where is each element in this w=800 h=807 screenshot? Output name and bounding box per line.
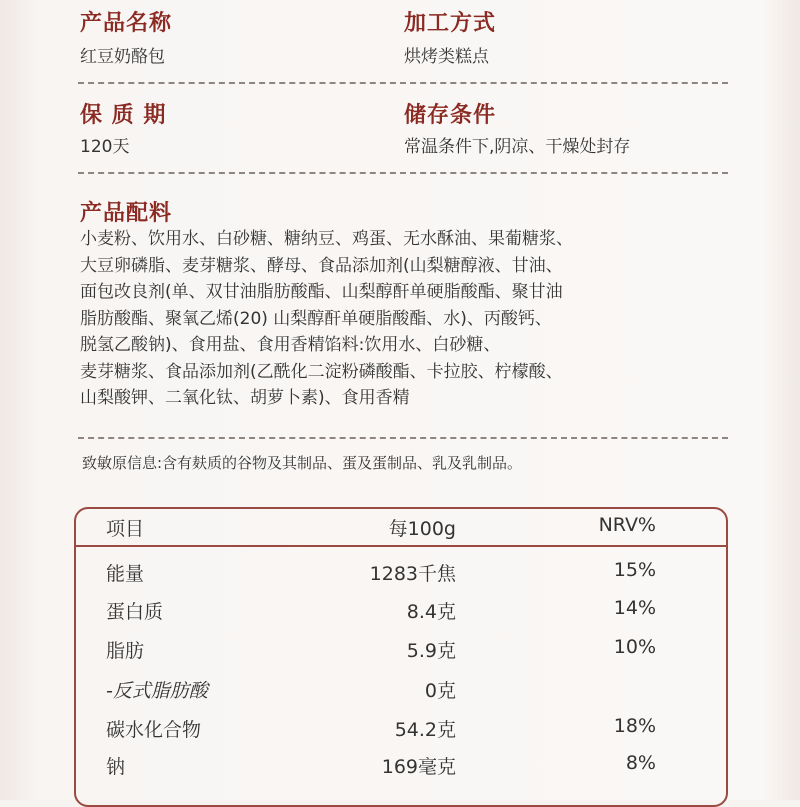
- allergen-info: 致敏原信息:含有麸质的谷物及其制品、蛋及蛋制品、乳及乳制品。: [82, 454, 523, 472]
- ingredients-line: 山梨酸钾、二氧化钛、胡萝卜素)、食用香精: [80, 388, 410, 408]
- header-item: 项目: [106, 518, 145, 540]
- nutrient-name: 蛋白质: [106, 601, 164, 623]
- nutrient-nrv: 8%: [625, 752, 656, 774]
- header-per100g: 每100g: [388, 518, 456, 540]
- nutrient-nrv: 14%: [613, 597, 656, 619]
- nutrient-amount: 0克: [424, 680, 456, 702]
- nutrient-nrv: 18%: [613, 715, 656, 737]
- process-label: 加工方式: [404, 11, 497, 36]
- process-value: 烘烤类糕点: [404, 47, 489, 67]
- nutrition-table: [74, 507, 728, 807]
- storage-value: 常温条件下,阴凉、干燥处封存: [404, 137, 631, 157]
- product-name-label: 产品名称: [80, 11, 173, 36]
- nutrient-name: 脂肪: [106, 640, 145, 662]
- ingredients-label: 产品配料: [80, 201, 173, 226]
- nutrient-nrv: 10%: [613, 636, 656, 658]
- nutrient-name: -反式脂肪酸: [106, 680, 208, 702]
- nutrient-nrv: 15%: [613, 559, 656, 581]
- shelf-life-value: 120天: [80, 137, 130, 157]
- divider: [78, 82, 728, 84]
- ingredients-line: 脂肪酸酯、聚氧乙烯(20) 山梨醇酐单硬脂酸酯、水)、丙酸钙、: [80, 308, 552, 329]
- nutrient-name: 钠: [106, 756, 126, 778]
- product-name-value: 红豆奶酪包: [80, 47, 165, 67]
- header-nrv: NRV%: [598, 514, 656, 536]
- storage-label: 储存条件: [404, 103, 497, 128]
- divider: [78, 437, 728, 439]
- nutrient-amount: 169毫克: [381, 756, 456, 778]
- nutrient-amount: 1283千焦: [369, 563, 456, 585]
- divider: [78, 172, 728, 174]
- nutrient-name: 能量: [106, 563, 145, 585]
- shelf-life-label: 保 质 期: [80, 103, 167, 128]
- ingredients-line: 面包改良剂(单、双甘油脂肪酸酯、山梨醇酐单硬脂酸酯、聚甘油: [80, 282, 563, 302]
- nutrient-amount: 8.4克: [406, 601, 456, 623]
- ingredients-line: 大豆卵磷脂、麦芽糖浆、酵母、食品添加剂(山梨糖醇液、甘油、: [80, 255, 563, 276]
- ingredients-line: 小麦粉、饮用水、白砂糖、糖纳豆、鸡蛋、无水酥油、果葡糖浆、: [80, 229, 573, 249]
- ingredients-text: [80, 226, 740, 412]
- ingredients-line: 脱氢乙酸钠)、食用盐、食用香精馅料:饮用水、白砂糖、: [80, 335, 501, 355]
- nutrient-amount: 54.2克: [394, 719, 456, 741]
- ingredients-line: 麦芽糖浆、食品添加剂(乙酰化二淀粉磷酸酯、卡拉胶、柠檬酸、: [80, 361, 563, 382]
- nutrition-header-row: [76, 509, 726, 547]
- nutrient-name: 碳水化合物: [106, 719, 202, 741]
- nutrient-amount: 5.9克: [406, 640, 456, 662]
